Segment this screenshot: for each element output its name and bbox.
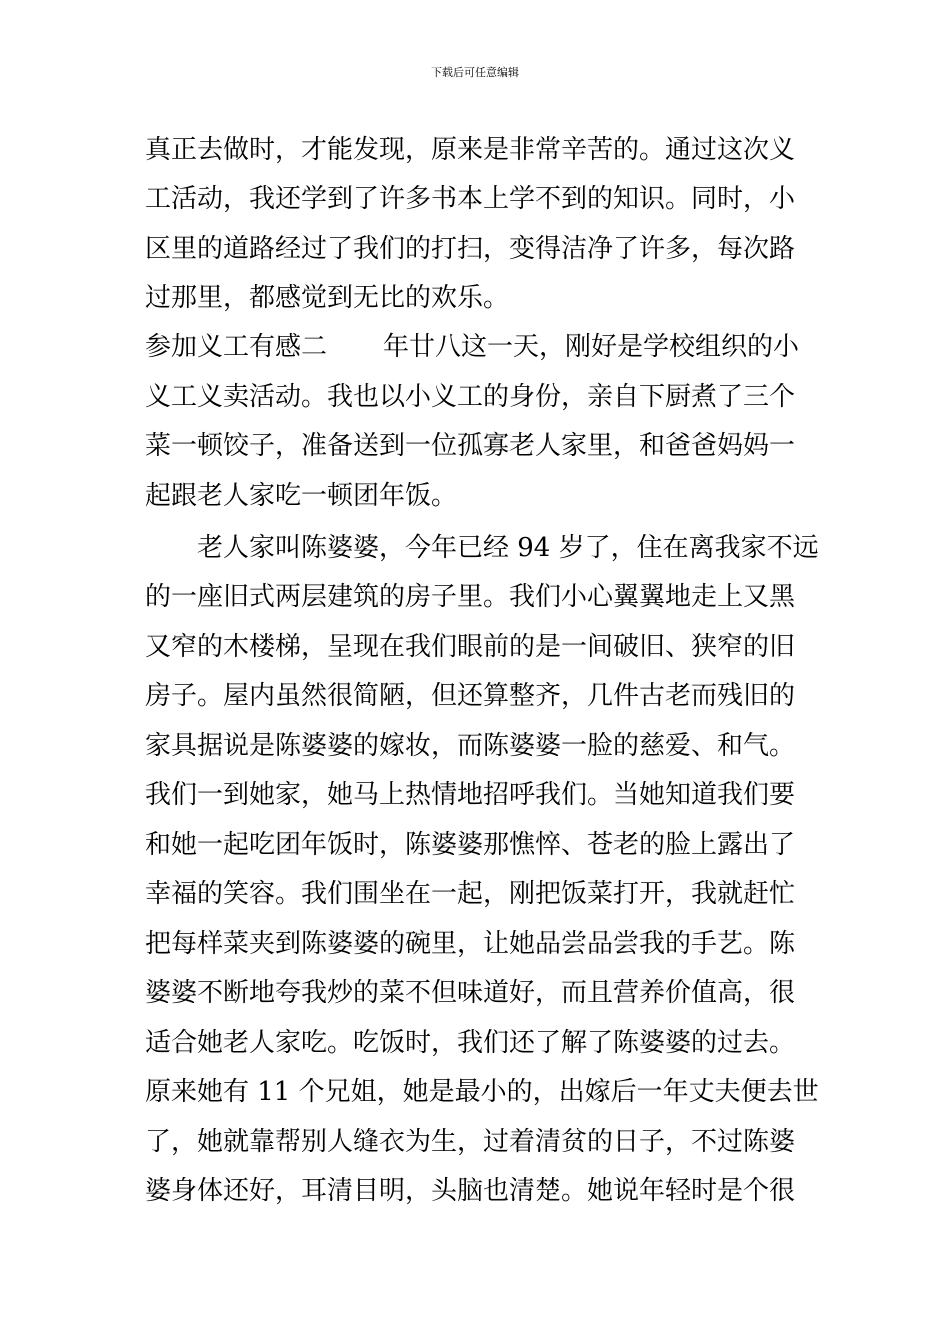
text-line: 的一座旧式两层建筑的房子里。我们小心翼翼地走上又黑 [145, 582, 796, 612]
section-title: 参加义工有感二 [145, 332, 328, 362]
text-line: 又窄的木楼梯，呈现在我们眼前的是一间破旧、狭窄的旧 [145, 632, 796, 662]
text-line: 家具据说是陈婆婆的嫁妆，而陈婆婆一脸的慈爱、和气。 [145, 731, 796, 761]
page-header-note: 下载后可任意编辑 [431, 66, 519, 79]
text-line: 起跟老人家吃一顿团年饭。 [145, 481, 458, 511]
text-line: 了，她就靠帮别人缝衣为生，过着清贫的日子，不过陈婆 [145, 1127, 796, 1157]
section-first-line: 年廿八这一天，刚好是学校组织的小 [383, 332, 800, 362]
text-line: 把每样菜夹到陈婆婆的碗里，让她品尝品尝我的手艺。陈 [145, 929, 796, 959]
text-line: 我们一到她家，她马上热情地招呼我们。当她知道我们要 [145, 780, 796, 810]
text-line: 婆身体还好，耳清目明，头脑也清楚。她说年轻时是个很 [145, 1176, 796, 1206]
section-heading-line [145, 330, 825, 364]
text-line: 婆婆不断地夸我炒的菜不但味道好，而且营养价值高，很 [145, 978, 796, 1008]
text-line: 和她一起吃团年饭时，陈婆婆那憔悴、苍老的脸上露出了 [145, 830, 796, 860]
text-line: 适合她老人家吃。吃饭时，我们还了解了陈婆婆的过去。 [145, 1028, 796, 1058]
text-line: 菜一顿饺子，准备送到一位孤寡老人家里，和爸爸妈妈一 [145, 431, 796, 461]
text-line: 义工义卖活动。我也以小义工的身份，亲自下厨煮了三个 [145, 382, 796, 412]
text-line: 工活动，我还学到了许多书本上学不到的知识。同时，小 [145, 184, 796, 214]
text-line: 区里的道路经过了我们的打扫，变得洁净了许多，每次路 [145, 234, 796, 264]
text-line: 原来她有 11 个兄姐，她是最小的，出嫁后一年丈夫便去世 [145, 1077, 819, 1107]
text-line: 幸福的笑容。我们围坐在一起，刚把饭菜打开，我就赶忙 [145, 879, 796, 909]
text-line: 房子。屋内虽然很简陋，但还算整齐，几件古老而残旧的 [145, 681, 796, 711]
text-line: 过那里，都感觉到无比的欢乐。 [145, 283, 510, 313]
text-line: 真正去做时，才能发现，原来是非常辛苦的。通过这次义 [145, 135, 796, 165]
text-line: 老人家叫陈婆婆，今年已经 94 岁了，住在离我家不远 [145, 533, 819, 563]
